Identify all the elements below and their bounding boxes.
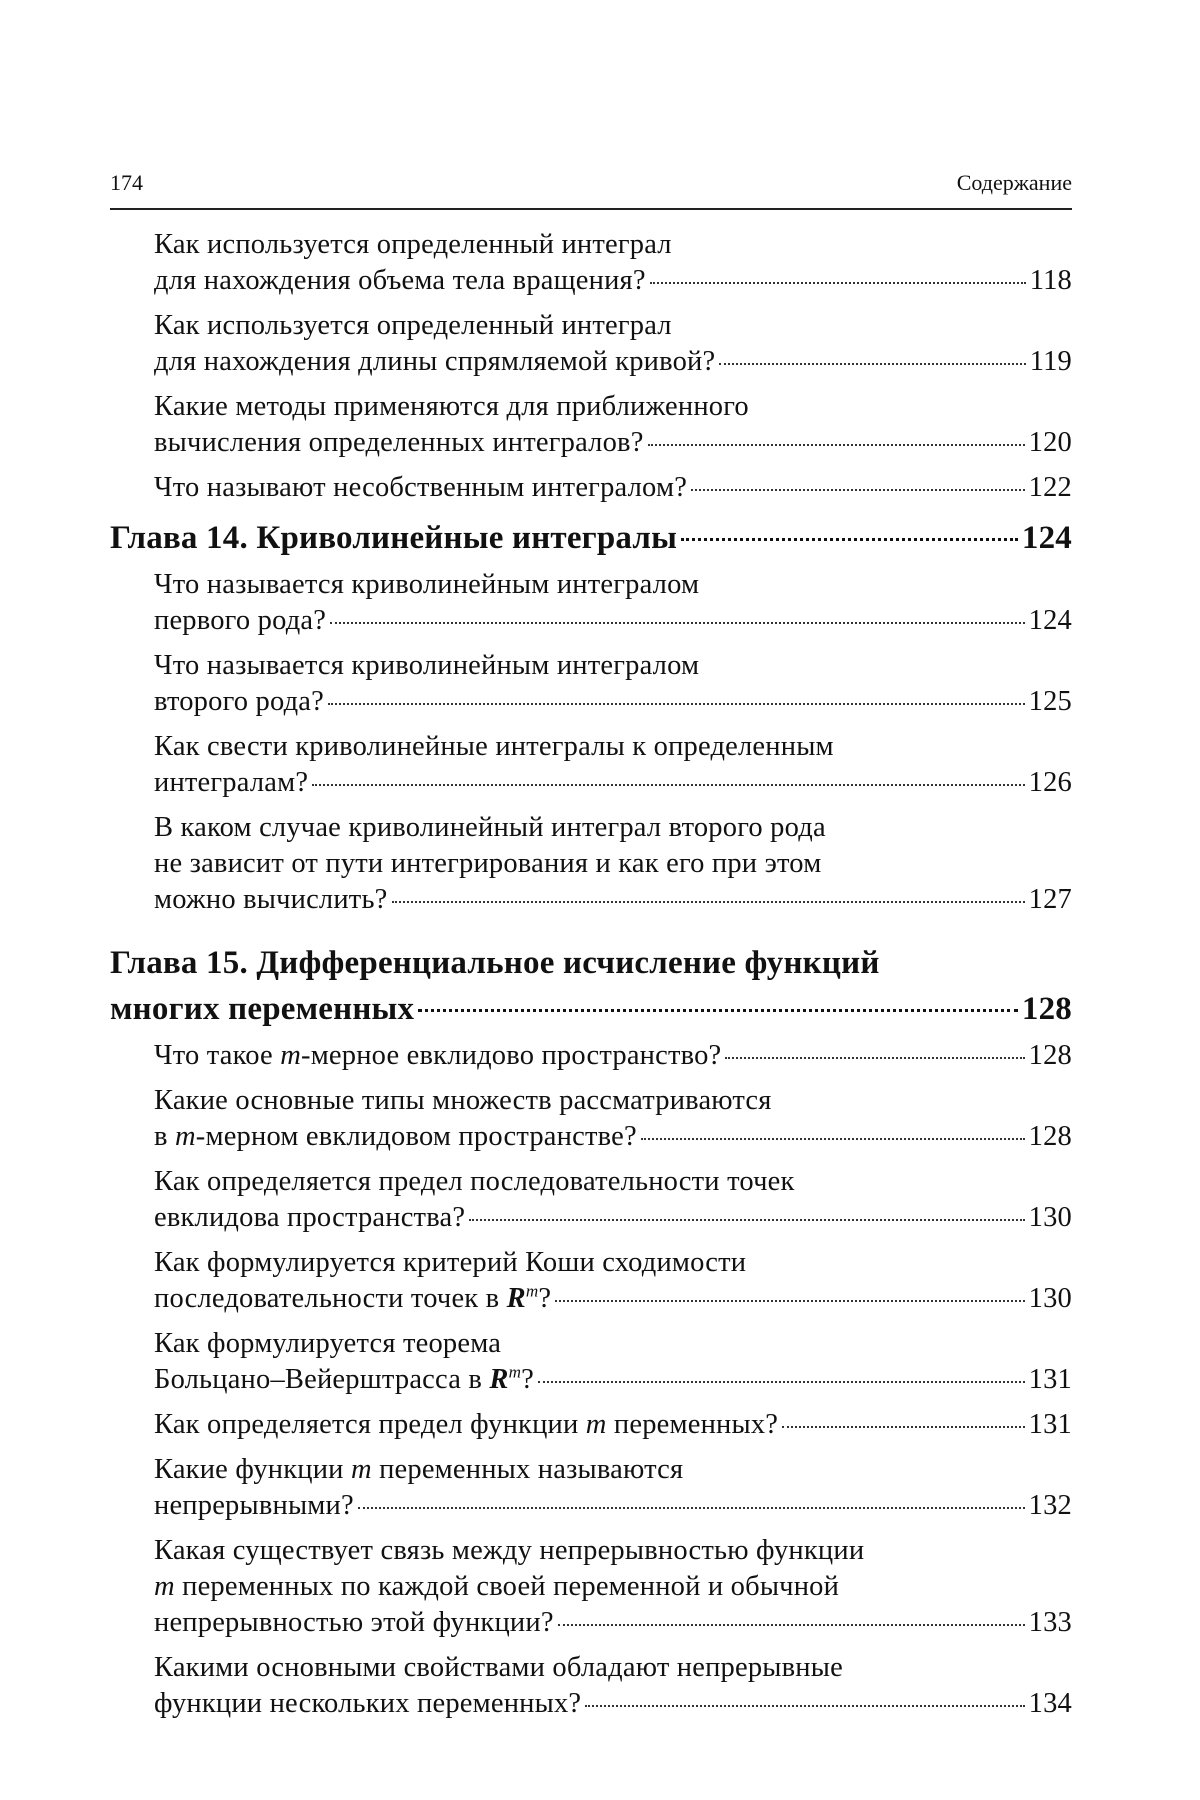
dot-leader [538,1381,1025,1383]
toc-page-number: 127 [1028,884,1072,915]
toc-entry-text: Как используется определенный интеграл [154,229,672,260]
toc-entry-text: в m-мерном евклидовом пространстве? [154,1121,637,1152]
toc-page-number: 132 [1028,1490,1072,1521]
dot-leader [681,538,1018,541]
table-of-contents [110,227,1072,1731]
toc-entry[interactable] [110,810,1072,918]
toc-entry-text: второго рода? [154,686,325,717]
math-variable: m [585,1409,607,1440]
toc-entry-text: для нахождения объема тела вращения? [154,265,646,296]
toc-entry[interactable] [110,389,1072,461]
chapter-page-number: 124 [1021,520,1072,556]
toc-entry[interactable] [110,1038,1072,1074]
toc-entry-text: Как формулируется теорема [154,1328,502,1359]
running-title: Содержание [956,170,1072,195]
dot-leader [555,1300,1024,1302]
toc-entry[interactable] [110,648,1072,720]
toc-entry-text: Какая существует связь между непрерывностью функции [154,1535,865,1566]
toc-page-number: 120 [1028,427,1072,458]
dot-leader [330,622,1025,624]
toc-entry-text: Какими основными свойствами обладают непрерывные [154,1652,843,1683]
toc-entry-text: Как свести криволинейные интегралы к определенным [154,731,834,762]
dot-leader [585,1705,1024,1707]
toc-page-number: 118 [1029,265,1072,296]
chapter-heading[interactable] [110,515,1072,561]
toc-entry-text: Какие функции m переменных называются [154,1454,684,1485]
toc-entry-text: В каком случае криволинейный интеграл второго рода [154,812,826,843]
toc-page-number: 134 [1028,1688,1072,1719]
dot-leader [469,1219,1024,1221]
toc-entry-text: Какие основные типы множеств рассматриваются [154,1085,772,1116]
toc-entry[interactable] [110,567,1072,639]
toc-entry[interactable] [110,308,1072,380]
toc-page-number: 119 [1029,346,1072,377]
toc-entry-text: вычисления определенных интегралов? [154,427,644,458]
toc-entry-text: интегралам? [154,767,309,798]
toc-entry-text: непрерывностью этой функции? [154,1607,554,1638]
toc-entry-text: функции нескольких переменных? [154,1688,582,1719]
toc-entry[interactable] [110,1164,1072,1236]
dot-leader [719,363,1025,365]
math-variable: m [174,1121,196,1152]
toc-page-number: 125 [1028,686,1072,717]
dot-leader [648,444,1025,446]
dot-leader [312,784,1024,786]
math-symbol-R: R [489,1364,509,1395]
toc-entry[interactable] [110,729,1072,801]
toc-entry[interactable] [110,1650,1072,1722]
toc-entry-text: евклидова пространства? [154,1202,466,1233]
dot-leader [641,1138,1025,1140]
toc-page-number: 131 [1028,1409,1072,1440]
toc-page-number: 130 [1028,1283,1072,1314]
toc-page-number: 133 [1028,1607,1072,1638]
toc-entry-text: Как используется определенный интеграл [154,310,672,341]
chapter-title: многих переменных [110,991,415,1027]
toc-entry-text: непрерывными? [154,1490,354,1521]
toc-page-number: 126 [1028,767,1072,798]
math-symbol-R: R [506,1283,526,1314]
chapter-title: Глава 15. Дифференциальное исчисление функций [110,945,880,981]
dot-leader [650,282,1026,284]
chapter-page-number: 128 [1021,991,1072,1027]
toc-entry[interactable] [110,1407,1072,1443]
math-variable: m [350,1454,372,1485]
toc-page-number: 122 [1028,472,1072,503]
toc-page-number: 124 [1028,605,1072,636]
dot-leader [558,1624,1025,1626]
toc-page-number: 128 [1028,1040,1072,1071]
page-header [110,168,1072,210]
toc-entry-text: последовательности точек в $R^m$? [154,1281,552,1314]
toc-page-number: 130 [1028,1202,1072,1233]
toc-entry-text: m переменных по каждой своей переменной и обычной [154,1571,840,1602]
toc-entry-text: Как определяется предел функции m переменных? [154,1409,779,1440]
toc-entry[interactable] [110,227,1072,299]
page-number: 174 [110,170,143,195]
toc-entry-text: Какие методы применяются для приближенного [154,391,749,422]
toc-entry-text: можно вычислить? [154,884,388,915]
toc-entry[interactable] [110,1533,1072,1641]
dot-leader [691,489,1025,491]
toc-entry-text: Как формулируется критерий Коши сходимости [154,1247,747,1278]
toc-entry-text: Как определяется предел последовательности точек [154,1166,795,1197]
toc-entry[interactable] [110,1245,1072,1317]
toc-entry-text: для нахождения длины спрямляемой кривой? [154,346,716,377]
toc-entry-text: Что называется криволинейным интегралом [154,569,700,600]
dot-leader [418,1009,1018,1012]
toc-entry[interactable] [110,1083,1072,1155]
math-variable: m [154,1571,175,1602]
toc-entry-text: первого рода? [154,605,327,636]
toc-entry-text: Больцано–Вейерштрасса в $R^m$? [154,1362,534,1395]
toc-entry-text: Что такое m-мерное евклидово пространство? [154,1040,722,1071]
toc-entry-text: Что называют несобственным интегралом? [154,472,688,503]
dot-leader [358,1507,1025,1509]
toc-entry[interactable] [110,470,1072,506]
math-variable: m [280,1040,301,1071]
toc-entry[interactable] [110,1452,1072,1524]
chapter-title: Глава 14. Криволинейные интегралы [110,520,678,556]
toc-entry-text: Что называется криволинейным интегралом [154,650,700,681]
toc-page-number: 131 [1028,1364,1072,1395]
chapter-heading[interactable] [110,940,1072,1032]
dot-leader [392,901,1025,903]
toc-page-number: 128 [1028,1121,1072,1152]
toc-entry-text: не зависит от пути интегрирования и как его при этом [154,848,822,879]
toc-entry[interactable] [110,1326,1072,1398]
dot-leader [725,1057,1024,1059]
dot-leader [328,703,1025,705]
dot-leader [782,1426,1025,1428]
